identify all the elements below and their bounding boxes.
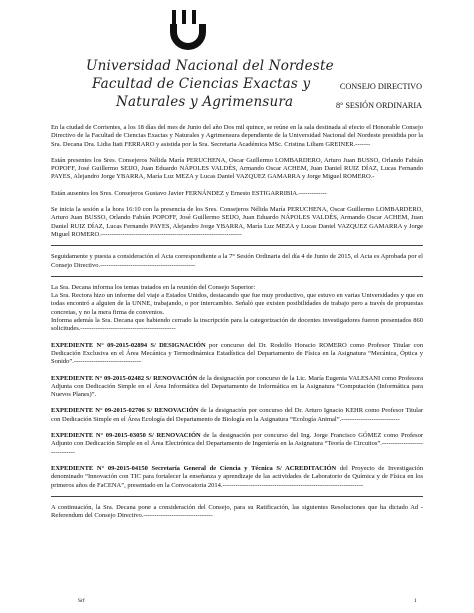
absent-members-paragraph: Están ausentes los Sres. Consejeros Gustavo Javier FERNÁNDEZ y Ernesto ESTIGARRIBIA.-------------: [51, 189, 327, 197]
expediente-item: [51, 407, 423, 424]
divider: [51, 496, 423, 497]
dean-report-categorization: Informa además la Sra. Decana que habiendo cerrado la inscripción para la categorización de docentes investigadores fueron presentados 860 solicitudes.--------------------------------------------: [51, 317, 423, 333]
dean-report: [51, 284, 423, 334]
expediente-text: de la designación por concurso del Dr. Arturo Ignacio KEHR como Profesor Titular con Dedicación Simple en el Área Ecología del Departamento de Biología en la Asignatura “Ecología Animal”.---------------------------: [51, 407, 423, 423]
divider: [51, 276, 423, 277]
council-title: CONSEJO DIRECTIVO: [339, 82, 422, 91]
opening-paragraph: En la ciudad de Corrientes, a los 18 días del mes de Junio del año Dos mil quince, se reúne en la sala destinada al efecto el Honorable Consejo Directivo de la Facultad de Ciencias Exactas y Naturales y Agrimensura dependiente de la Universidad Nacional del Nordeste presidida por la Sra. Decana Dra. Lidia Itati FERRARO y asistida por la Sra. Secretaria Académica MSc. Cristina Liliam GREINER.-------: [51, 124, 423, 148]
institution-name: Universidad Nacional del Nordeste: [86, 58, 334, 74]
expediente-heading: EXPEDIENTE N° 09-2015-02706 S/ RENOVACIÓN: [51, 407, 199, 415]
expediente-item: [51, 375, 423, 400]
expediente-text: de la designación por concurso del Ing. Jorge Francisco GÓMEZ como Profesor Adjunto con Dedicación Simple en el Área Electrónica del Departamento de Ingeniería en la Asignatura “Teoría de Circuitos”.------------------------------: [51, 432, 423, 456]
expediente-text: del Proyecto de Investigación denominado “Innovación con TIC para fortalecer la enseñanza y aprendizaje de las actividades de Laboratorio de Química y de Física en los primeros años de FaCENA”, presentado en la Convocatoria 2014.-----------------------------------------------------------------: [51, 464, 423, 489]
expediente-item: [51, 342, 423, 367]
expediente-item: [51, 465, 423, 490]
session-title: 8° SESIÓN ORDINARIA: [335, 101, 422, 110]
unne-logo: [168, 10, 208, 54]
expediente-item: [51, 432, 423, 457]
expediente-heading: EXPEDIENTE N° 09-2015-03050 S/ RENOVACIÓN: [51, 432, 201, 440]
divider: [51, 245, 423, 246]
minutes-body: [51, 124, 423, 528]
footer-initials: Srf: [78, 598, 85, 604]
expediente-text: por concurso del Dr. Rodolfo Horacio ROMERO como Profesor Titular con Dedicación Exclusiva en el Área Mecánica y Termodinámica Estadística del Departamento de Física en la Asignatura “Mecánica, Óptica y Sonido”.-------------------------------: [51, 341, 423, 366]
page-number: 1: [414, 598, 417, 604]
session-start-paragraph: Se inicia la sesión a la hora 16:10 con la presencia de los Sres. Consejeros Nélida María PERUCHENA, Oscar Guillermo LOMBARDERO, Arturo Juan BUSSO, Orlando Fabián POPOFF, José Guillermo SEIJO, Juan Eduardo NÁPOLES VALDÉS, Armando Oscar ACHEM, Juan Daniel RUIZ DÍAZ, Lucas Fernando PAYES, Alejandro Jorge YBARRA, María Luz MEZA y Lucas Daniel VAZQUEZ GAMARRA y Jorge Miguel ROMERO.-----------------------------------------------------------------: [51, 206, 423, 238]
expediente-heading: EXPEDIENTE N° 09-2015-02482 S/ RENOVACIÓN: [51, 374, 198, 382]
minutes-approval-paragraph: Seguidamente y puesta a consideración el Acta correspondiente a la 7° Sesión Ordinaria del día 4 de Junio de 2015, el Acta es Aprobada por el Consejo Directivo.--------------------------------------------: [51, 253, 423, 269]
faculty-name-line1: Facultad de Ciencias Exactas y: [92, 76, 311, 92]
expediente-heading: EXPEDIENTE N° 09-2015-02894 S/ DESIGNACIÓN: [51, 341, 206, 349]
dean-report-rector: La Sra. Rectora hizo un informe del viaje a Estados Unidos, destacando que fue muy productivo, que estuvo en varias Universidades y que en todas encontró a alguien de la UNNE, trabajando, o por intercambio. Señaló que existen posibilidades de trabajo pero a través de propuestas concretas, y no la mera firma de convenios.: [51, 292, 423, 316]
dean-report-intro: La Sra. Decana informa los temas tratados en la reunión del Consejo Superior:: [51, 283, 256, 291]
expediente-heading: EXPEDIENTE N° 09-2015-04150 Secretaría General de Ciencia y Técnica S/ ACREDITACIÓN: [51, 464, 337, 472]
faculty-name-line2: Naturales y Agrimensura: [116, 94, 294, 110]
expediente-text: de la designación por concurso de la Lic. María Eugenia VALESANI como Profesora Adjunta con Dedicación Simple en el Área Informática del Departamento de Informática en la Asignatura “Computación (Informática para Nuevos Planes)”.: [51, 374, 423, 399]
present-members-paragraph: Están presentes los Sres. Consejeros Nélida María PERUCHENA, Oscar Guillermo LOMBARDERO, Arturo Juan BUSSO, Orlando Fabián POPOFF, José Guillermo SEIJO, Juan Eduardo NÁPOLES VALDÉS, Armando Oscar ACHEM, Juan Daniel RUIZ DÍAZ, Lucas Fernando PAYES, Alejandro Jorge YBARRA, María Luz MEZA y Lucas Daniel VAZQUEZ GAMARRA y Jorge Miguel ROMERO.-: [51, 156, 423, 181]
resolutions-paragraph: A continuación, la Sra. Decana pone a consideración del Consejo, para su Ratificación, las siguientes Resoluciones que ha dictado Ad - Referendum del Consejo Directivo.--------------------------------: [51, 503, 423, 520]
